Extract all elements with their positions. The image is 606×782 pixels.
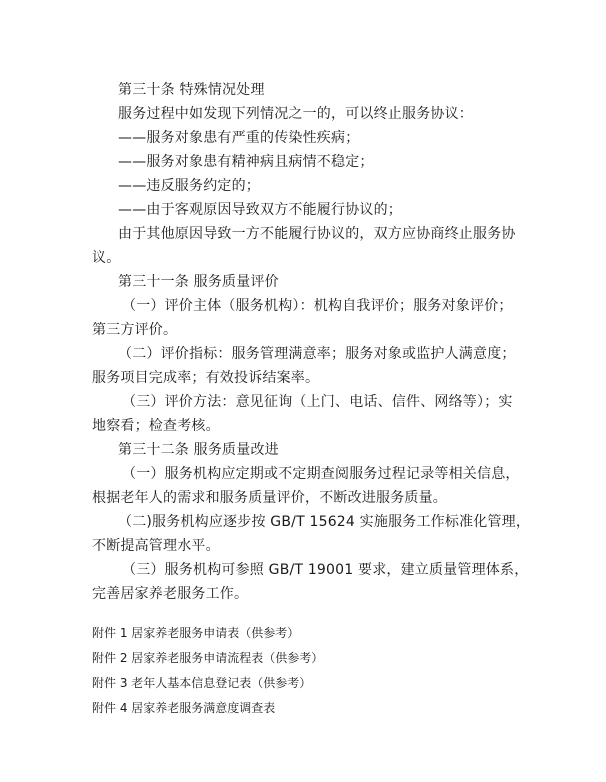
article-31-paragraph: （一）评价主体（服务机构）：机构自我评价；服务对象评价； (122, 298, 513, 314)
article-31-heading: 第三十一条 服务质量评价 (118, 274, 279, 290)
article-30-item: ——服务对象患有精神病且病情不稳定； (118, 154, 374, 170)
article-32-paragraph: （二)服务机构应逐步按 GB/T 15624 实施服务工作标准化管理， (118, 514, 531, 530)
attachment-item: 附件 3 老年人基本信息登记表（供参考） (92, 676, 312, 690)
article-31-paragraph-cont: 第三方评价。 (92, 322, 178, 338)
article-30-item: ——服务对象患有严重的传染性疾病； (118, 130, 360, 146)
article-32-heading: 第三十二条 服务质量改进 (118, 442, 279, 458)
article-32-paragraph-cont: 不断提高管理水平。 (92, 538, 220, 554)
article-31-paragraph: （三）评价方法：意见征询（上门、电话、信件、网络等）；实 (122, 394, 513, 410)
article-30-intro: 服务过程中如发现下列情况之一的，可以终止服务协议： (118, 106, 473, 122)
article-31-paragraph-cont: 地察看；检查考核。 (92, 418, 220, 434)
article-30-item: ——由于客观原因导致双方不能履行协议的； (118, 202, 402, 218)
article-32-paragraph: （三）服务机构可参照 GB/T 19001 要求，建立质量管理体系， (122, 562, 529, 578)
article-32-paragraph: （一）服务机构应定期或不定期查阅服务过程记录等相关信息， (122, 466, 520, 482)
article-31-paragraph-cont: 服务项目完成率；有效投诉结案率。 (92, 370, 320, 386)
article-30-item: ——违反服务约定的； (118, 178, 260, 194)
article-30-closing: 由于其他原因导致一方不能履行协议的，双方应协商终止服务协 (118, 226, 516, 242)
article-30-closing-cont: 议。 (92, 250, 121, 266)
article-30-heading: 第三十条 特殊情况处理 (118, 82, 265, 98)
article-31-paragraph: （二）评价指标：服务管理满意率；服务对象或监护人满意度； (118, 346, 516, 362)
article-32-paragraph-cont: 完善居家养老服务工作。 (92, 586, 249, 602)
attachment-item: 附件 1 居家养老服务申请表（供参考） (92, 626, 300, 640)
attachment-item: 附件 2 居家养老服务申请流程表（供参考） (92, 651, 324, 665)
article-32-paragraph-cont: 根据老年人的需求和服务质量评价，不断改进服务质量。 (92, 490, 447, 506)
attachment-item: 附件 4 居家养老服务满意度调查表 (92, 701, 276, 715)
